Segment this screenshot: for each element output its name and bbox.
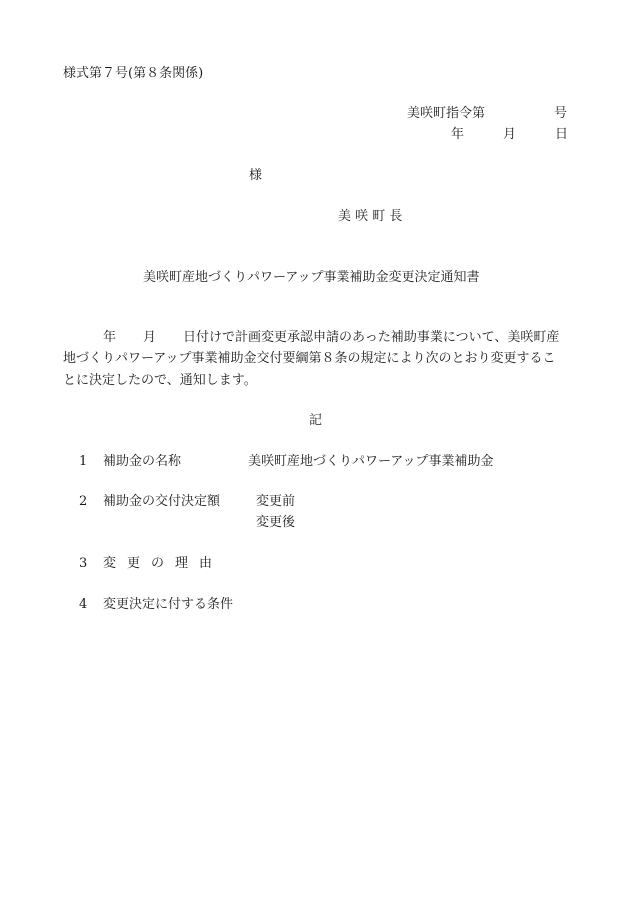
ki-heading: 記 <box>309 413 323 428</box>
item-number: 3 <box>79 556 88 571</box>
item-value-before: 変更前 <box>256 494 296 509</box>
date-year-label: 年 <box>451 127 465 142</box>
body-year-label: 年 <box>103 330 117 345</box>
body-line-2: 地づくりパワーアップ事業補助金交付要綱第８条の規定により次のとおり変更するこ <box>63 351 556 366</box>
item-number: 1 <box>79 454 88 469</box>
sender-name: 美 咲 町 長 <box>338 209 403 224</box>
body-line-3: とに決定したので、通知します。 <box>63 373 257 388</box>
item-value-after: 変更後 <box>256 515 296 530</box>
directive-prefix: 美咲町指令第 <box>407 106 486 121</box>
form-number: 様式第７号(第８条関係) <box>63 66 204 81</box>
body-month-label: 月 <box>143 330 157 345</box>
item-label: 補助金の交付決定額 <box>103 494 221 509</box>
directive-suffix: 号 <box>554 106 568 121</box>
item-number: 2 <box>79 494 88 509</box>
item-label: 補助金の名称 <box>103 454 182 469</box>
date-month-label: 月 <box>503 127 517 142</box>
item-label: 変更決定に付する条件 <box>103 597 234 612</box>
item-number: 4 <box>79 597 88 612</box>
document-title: 美咲町産地づくりパワーアップ事業補助金変更決定通知書 <box>143 270 480 285</box>
date-day-label: 日 <box>555 127 569 142</box>
body-line-1: 日付けで計画変更承認申請のあった補助事業について、美咲町産 <box>183 330 560 345</box>
item-label: 変 更 の 理 由 <box>103 556 212 571</box>
item-value: 美咲町産地づくりパワーアップ事業補助金 <box>248 454 494 469</box>
addressee-honorific: 様 <box>249 168 263 183</box>
